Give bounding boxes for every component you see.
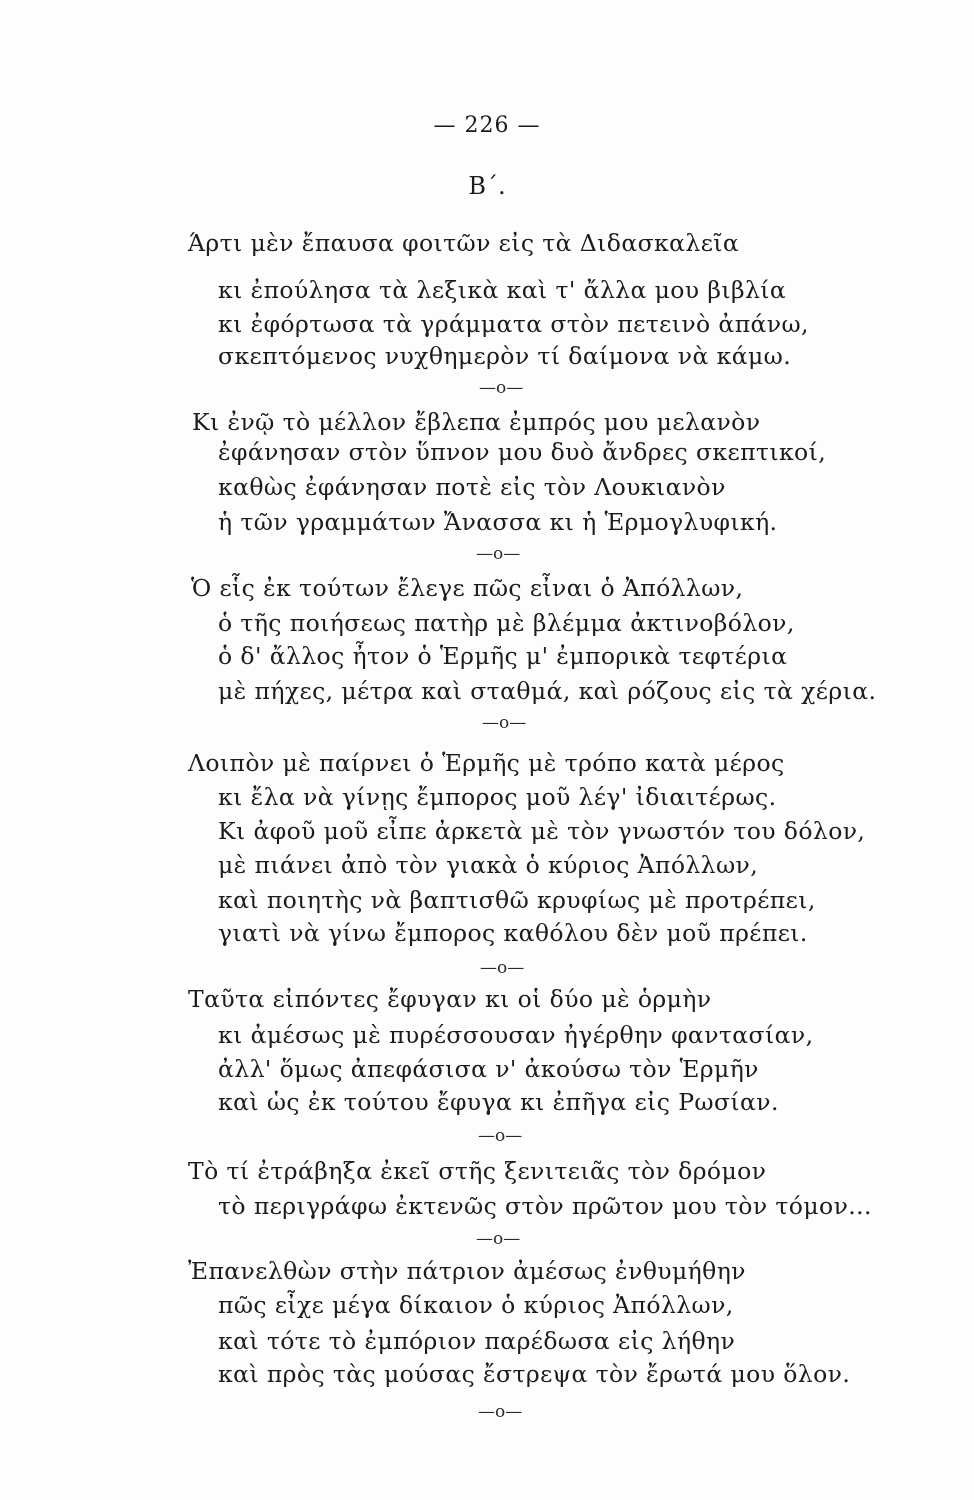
poem-line: μὲ πήχες, μέτρα καὶ σταθμά, καὶ ρόζους εἰς τὰ χέρια. (218, 677, 877, 705)
poem-line: καὶ ὡς ἐκ τούτου ἔφυγα κι ἐπῆγα εἰς Ρωσίαν. (218, 1088, 779, 1116)
poem-line: γιατὶ νὰ γίνω ἔμπορος καθόλου δὲν μοῦ πρέπει. (218, 919, 808, 947)
poem-line: καὶ πρὸς τὰς μούσας ἔστρεψα τὸν ἔρωτά μου ὅλον. (218, 1360, 851, 1388)
poem-line: πῶς εἶχε μέγα δίκαιον ὁ κύριος Ἀπόλλων, (218, 1291, 734, 1319)
poem-line: ἀλλ' ὅμως ἀπεφάσισα ν' ἀκούσω τὸν Ἑρμῆν (218, 1055, 759, 1083)
poem-line: Τὸ τί ἐτράβηξα ἐκεῖ στῆς ξενιτειᾶς τὸν δρόμον (188, 1157, 767, 1185)
section-title: Β΄. (468, 172, 506, 200)
poem-line: Άρτι μὲν ἔπαυσα φοιτῶν εἰς τὰ Διδασκαλεῖα (188, 229, 740, 257)
poem-line: τὸ περιγράφω ἐκτενῶς στὸν πρῶτον μου τὸν τόμον... (218, 1192, 872, 1220)
stanza-separator: —ο— (476, 544, 521, 564)
poem-line: ἡ τῶν γραμμάτων Ἄνασσα κι ἡ Ἑρμογλυφική. (218, 508, 778, 536)
poem-line: Ἐπανελθὼν στὴν πάτριον ἀμέσως ἐνθυμήθην (188, 1257, 746, 1285)
poem-line: μὲ πιάνει ἀπὸ τὸν γιακὰ ὁ κύριος Ἀπόλλων, (218, 851, 759, 879)
poem-line: καὶ ποιητὴς νὰ βαπτισθῶ κρυφίως μὲ προτρέπει, (218, 886, 816, 914)
poem-line: καὶ τότε τὸ ἐμπόριον παρέδωσα εἰς λήθην (218, 1327, 736, 1355)
poem-line: σκεπτόμενος νυχθημερὸν τί δαίμονα νὰ κάμω. (218, 342, 792, 370)
poem-line: Κι ἐνῷ τὸ μέλλον ἔβλεπα ἐμπρός μου μελανὸν (192, 408, 761, 436)
stanza-separator: —ο— (476, 1229, 521, 1249)
poem-line: κι ἐπούλησα τὰ λεξικὰ καὶ τ' ἄλλα μου βιβλία (218, 276, 787, 304)
poem-line: Ὁ εἷς ἐκ τούτων ἔλεγε πῶς εἶναι ὁ Ἀπόλλων, (191, 574, 744, 602)
stanza-separator: —ο— (478, 1126, 523, 1146)
poem-line: Ταῦτα εἰπόντες ἔφυγαν κι οἱ δύο μὲ ὁρμὴν (188, 985, 712, 1013)
stanza-separator: —ο— (482, 713, 527, 733)
poem-line: Λοιπὸν μὲ παίρνει ὁ Ἑρμῆς μὲ τρόπο κατὰ μέρος (188, 749, 785, 777)
page-number: — 226 — (433, 113, 541, 138)
poem-line: ὁ τῆς ποιήσεως πατὴρ μὲ βλέμμα ἀκτινοβόλον, (218, 609, 795, 637)
stanza-separator: —ο— (479, 378, 524, 398)
stanza-separator: —ο— (480, 958, 525, 978)
stanza-separator: —ο— (478, 1402, 523, 1422)
poem-line: ὁ δ' ἄλλος ἦτον ὁ Ἑρμῆς μ' ἐμπορικὰ τεφτέρια (218, 642, 788, 670)
poem-line: κι ἀμέσως μὲ πυρέσσουσαν ἠγέρθην φαντασίαν, (218, 1021, 814, 1049)
poem-line: κι ἔλα νὰ γίνῃς ἔμπορος μοῦ λέγ' ἰδιαιτέρως. (218, 783, 777, 811)
poem-line: κι ἐφόρτωσα τὰ γράμματα στὸν πετεινὸ ἀπάνω, (218, 310, 809, 338)
poem-line: καθὼς ἐφάνησαν ποτὲ εἰς τὸν Λουκιανὸν (218, 473, 726, 501)
poem-line: ἐφάνησαν στὸν ὕπνον μου δυὸ ἄνδρες σκεπτικοί, (218, 438, 827, 466)
poem-line: Κι ἀφοῦ μοῦ εἶπε ἀρκετὰ μὲ τὸν γνωστόν του δόλον, (218, 817, 866, 845)
